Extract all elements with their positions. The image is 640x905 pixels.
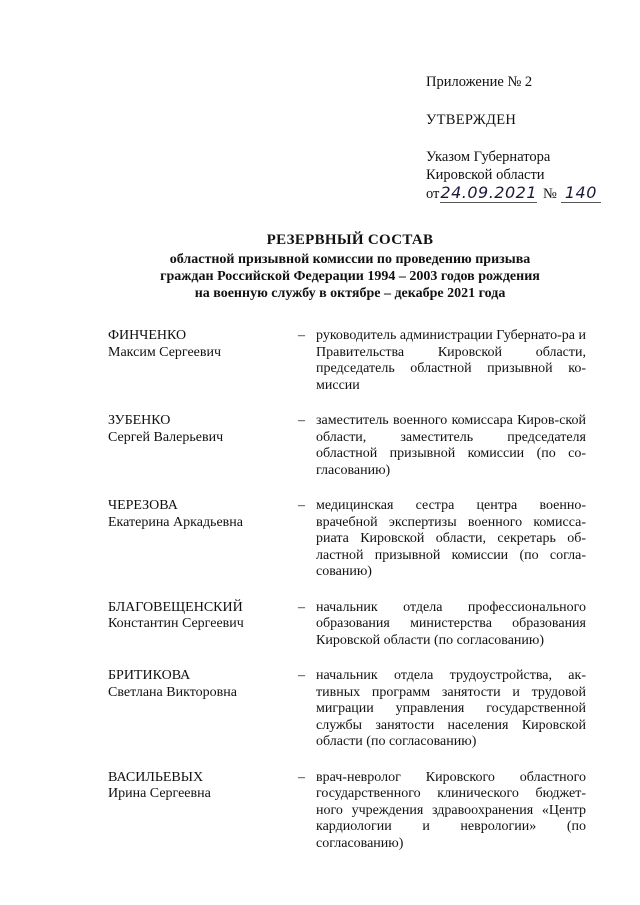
member-name bbox=[108, 413, 298, 479]
decree-date-number bbox=[426, 184, 626, 204]
document-title: РЕЗЕРВНЫЙ СОСТАВ bbox=[266, 232, 434, 248]
member-name bbox=[108, 600, 298, 650]
member-dash: – bbox=[298, 599, 305, 615]
member-surname: БРИТИКОВА bbox=[108, 668, 191, 683]
member-name bbox=[108, 668, 298, 751]
list-item bbox=[108, 770, 586, 853]
member-given-name: Екатерина Аркадьевна bbox=[108, 514, 243, 530]
approved-label: УТВЕРЖДЕН bbox=[426, 111, 517, 128]
member-dash: – bbox=[298, 413, 305, 428]
list-item bbox=[108, 668, 586, 751]
member-role: заместитель военного комиссара Киров-ской области, заместитель председателя областной призывной комиссии (по со-гласованию) bbox=[316, 413, 586, 478]
member-role: руководитель администрации Губернато-ра и Правительства Кировской области, председатель областной призывной ко-миссии bbox=[316, 328, 586, 393]
member-role: врач-невролог Кировского областного государственного клинического бюджет-ного учреждения здравоохранения «Центр кардиологии и неврологии» (по согласованию) bbox=[316, 769, 586, 851]
members-list bbox=[108, 328, 586, 871]
member-given-name: Ирина Сергеевна bbox=[108, 786, 211, 801]
member-surname: БЛАГОВЕЩЕНСКИЙ bbox=[108, 599, 243, 615]
member-given-name: Светлана Викторовна bbox=[108, 684, 237, 700]
member-given-name: Сергей Валерьевич bbox=[108, 429, 224, 445]
document-title-block bbox=[70, 232, 630, 302]
number-sign: № bbox=[543, 186, 557, 202]
title-line-1: областной призывной комиссии по проведению призыва bbox=[169, 252, 531, 267]
list-item bbox=[108, 328, 586, 394]
member-role: начальник отдела профессионального образования министерства образования Кировской области (по согласованию) bbox=[316, 599, 586, 648]
list-item bbox=[108, 413, 586, 479]
member-role: медицинская сестра центра военно-врачебной экспертизы военного комисса-риата Кировской области, секретарь об-ластной призывной комиссии (по согла-сованию) bbox=[316, 498, 586, 579]
handwritten-number: 140 bbox=[561, 184, 601, 203]
list-item bbox=[108, 600, 586, 650]
title-line-2: граждан Российской Федерации 1994 – 2003 годов рождения bbox=[160, 269, 540, 284]
title-line-3: на военную службу в октябре – декабре 2021 года bbox=[194, 286, 506, 301]
member-given-name: Максим Сергеевич bbox=[108, 344, 222, 360]
member-name bbox=[108, 328, 298, 394]
list-item bbox=[108, 498, 586, 581]
member-dash: – bbox=[298, 668, 305, 683]
member-name bbox=[108, 770, 298, 853]
decree-line-2: Кировской области bbox=[426, 166, 545, 183]
member-role: начальник отдела трудоустройства, ак-тивных программ занятости и трудовой миграции управления государственной службы занятости населения Кировской области (по согласованию) bbox=[316, 668, 586, 749]
member-given-name: Константин Сергеевич bbox=[108, 616, 244, 631]
member-name bbox=[108, 498, 298, 581]
member-dash: – bbox=[298, 769, 305, 785]
handwritten-date: 24.09.2021 bbox=[440, 183, 538, 202]
member-surname: ЗУБЕНКО bbox=[108, 413, 171, 428]
member-surname: ФИНЧЕНКО bbox=[108, 328, 187, 343]
appendix-label: Приложение № 2 bbox=[426, 74, 533, 90]
member-dash: – bbox=[298, 498, 305, 513]
from-prefix: от bbox=[426, 186, 440, 202]
member-dash: – bbox=[298, 328, 305, 343]
approval-header bbox=[426, 74, 626, 204]
decree-line-1: Указом Губернатора bbox=[426, 149, 551, 165]
member-surname: ВАСИЛЬЕВЫХ bbox=[108, 769, 204, 785]
member-surname: ЧЕРЕЗОВА bbox=[108, 498, 178, 513]
